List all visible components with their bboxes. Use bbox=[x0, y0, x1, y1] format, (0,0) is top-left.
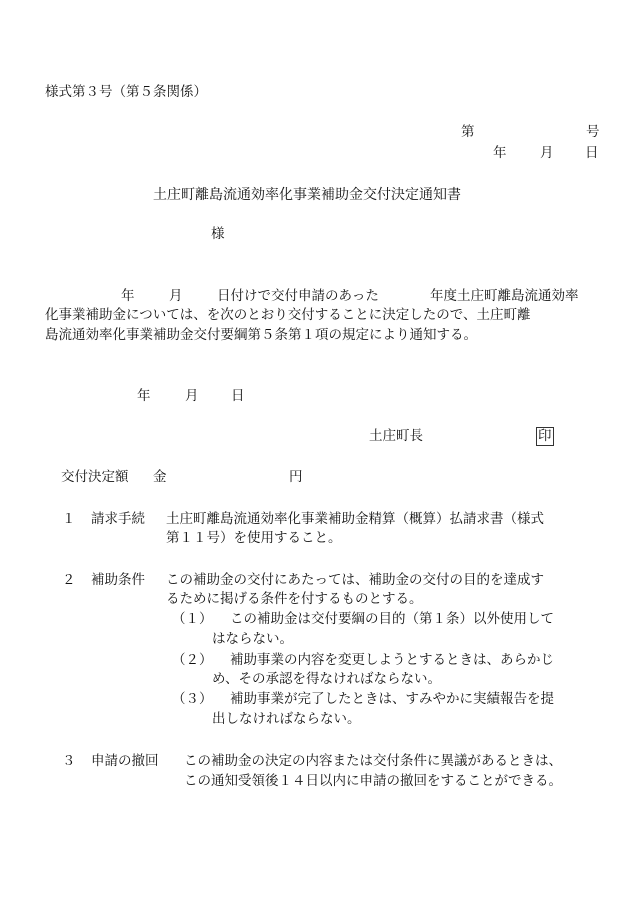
item2-sub1-line2: はならない。 bbox=[212, 631, 293, 647]
header-month: 月 bbox=[540, 145, 554, 161]
item2-sub3-line2: 出しなければならない。 bbox=[212, 711, 361, 727]
item3-heading: 申請の撤回 bbox=[91, 753, 159, 769]
item3-line2: この通知受領後１４日以内に申請の撤回をすることができる。 bbox=[184, 773, 562, 789]
doc-number-suffix: 号 bbox=[586, 124, 600, 140]
item2-sub3-line1: 補助事業が完了したときは、すみやかに実績報告を提 bbox=[230, 691, 554, 707]
body-year: 年 bbox=[121, 288, 135, 304]
amount-label: 交付決定額 bbox=[61, 469, 129, 485]
item3-number: ３ bbox=[62, 753, 76, 769]
item2-line2: るために掲げる条件を付するものとする。 bbox=[166, 591, 423, 607]
item1-number: １ bbox=[62, 511, 76, 527]
item2-sub1-label: （１） bbox=[172, 611, 213, 627]
amount-unit: 円 bbox=[289, 469, 303, 485]
body-line1-tail: 年度土庄町離島流通効率 bbox=[430, 288, 579, 304]
item2-sub2-label: （２） bbox=[172, 652, 213, 668]
item3-line1: この補助金の決定の内容または交付条件に異議があるときは、 bbox=[184, 753, 562, 769]
item1-line1: 土庄町離島流通効率化事業補助金精算（概算）払請求書（様式 bbox=[166, 511, 544, 527]
amount-prefix: 金 bbox=[153, 469, 167, 485]
item2-number: ２ bbox=[62, 572, 76, 588]
item1-line2: 第１１号）を使用すること。 bbox=[166, 530, 342, 546]
item2-line1: この補助金の交付にあたっては、補助金の交付の目的を達成す bbox=[166, 572, 544, 588]
document-title: 土庄町離島流通効率化事業補助金交付決定通知書 bbox=[153, 187, 461, 203]
body-line1: 日付けで交付申請のあった bbox=[217, 288, 379, 304]
item2-sub3-label: （３） bbox=[172, 691, 213, 707]
body-month: 月 bbox=[169, 288, 183, 304]
item2-sub2-line2: め、その承認を得なければならない。 bbox=[212, 671, 441, 687]
addressee-suffix: 様 bbox=[211, 226, 225, 242]
header-day: 日 bbox=[585, 145, 599, 161]
seal-box: 印 bbox=[538, 428, 552, 444]
item2-heading: 補助条件 bbox=[91, 572, 145, 588]
body-line2: 化事業補助金については、を次のとおり交付することに決定したので、土庄町離 bbox=[45, 307, 531, 323]
item2-sub2-line1: 補助事業の内容を変更しようとするときは、あらかじ bbox=[230, 652, 554, 668]
doc-number-prefix: 第 bbox=[461, 124, 475, 140]
item2-sub1-line1: この補助金は交付要綱の目的（第１条）以外使用して bbox=[230, 611, 554, 627]
issue-month: 月 bbox=[185, 388, 199, 404]
body-line3: 島流通効率化事業補助金交付要綱第５条第１項の規定により通知する。 bbox=[45, 327, 477, 343]
item1-heading: 請求手続 bbox=[91, 511, 145, 527]
issue-year: 年 bbox=[137, 388, 151, 404]
issuer-title: 土庄町長 bbox=[369, 428, 423, 444]
header-year: 年 bbox=[493, 145, 507, 161]
form-number: 様式第３号（第５条関係） bbox=[45, 84, 207, 100]
issue-day: 日 bbox=[231, 388, 245, 404]
